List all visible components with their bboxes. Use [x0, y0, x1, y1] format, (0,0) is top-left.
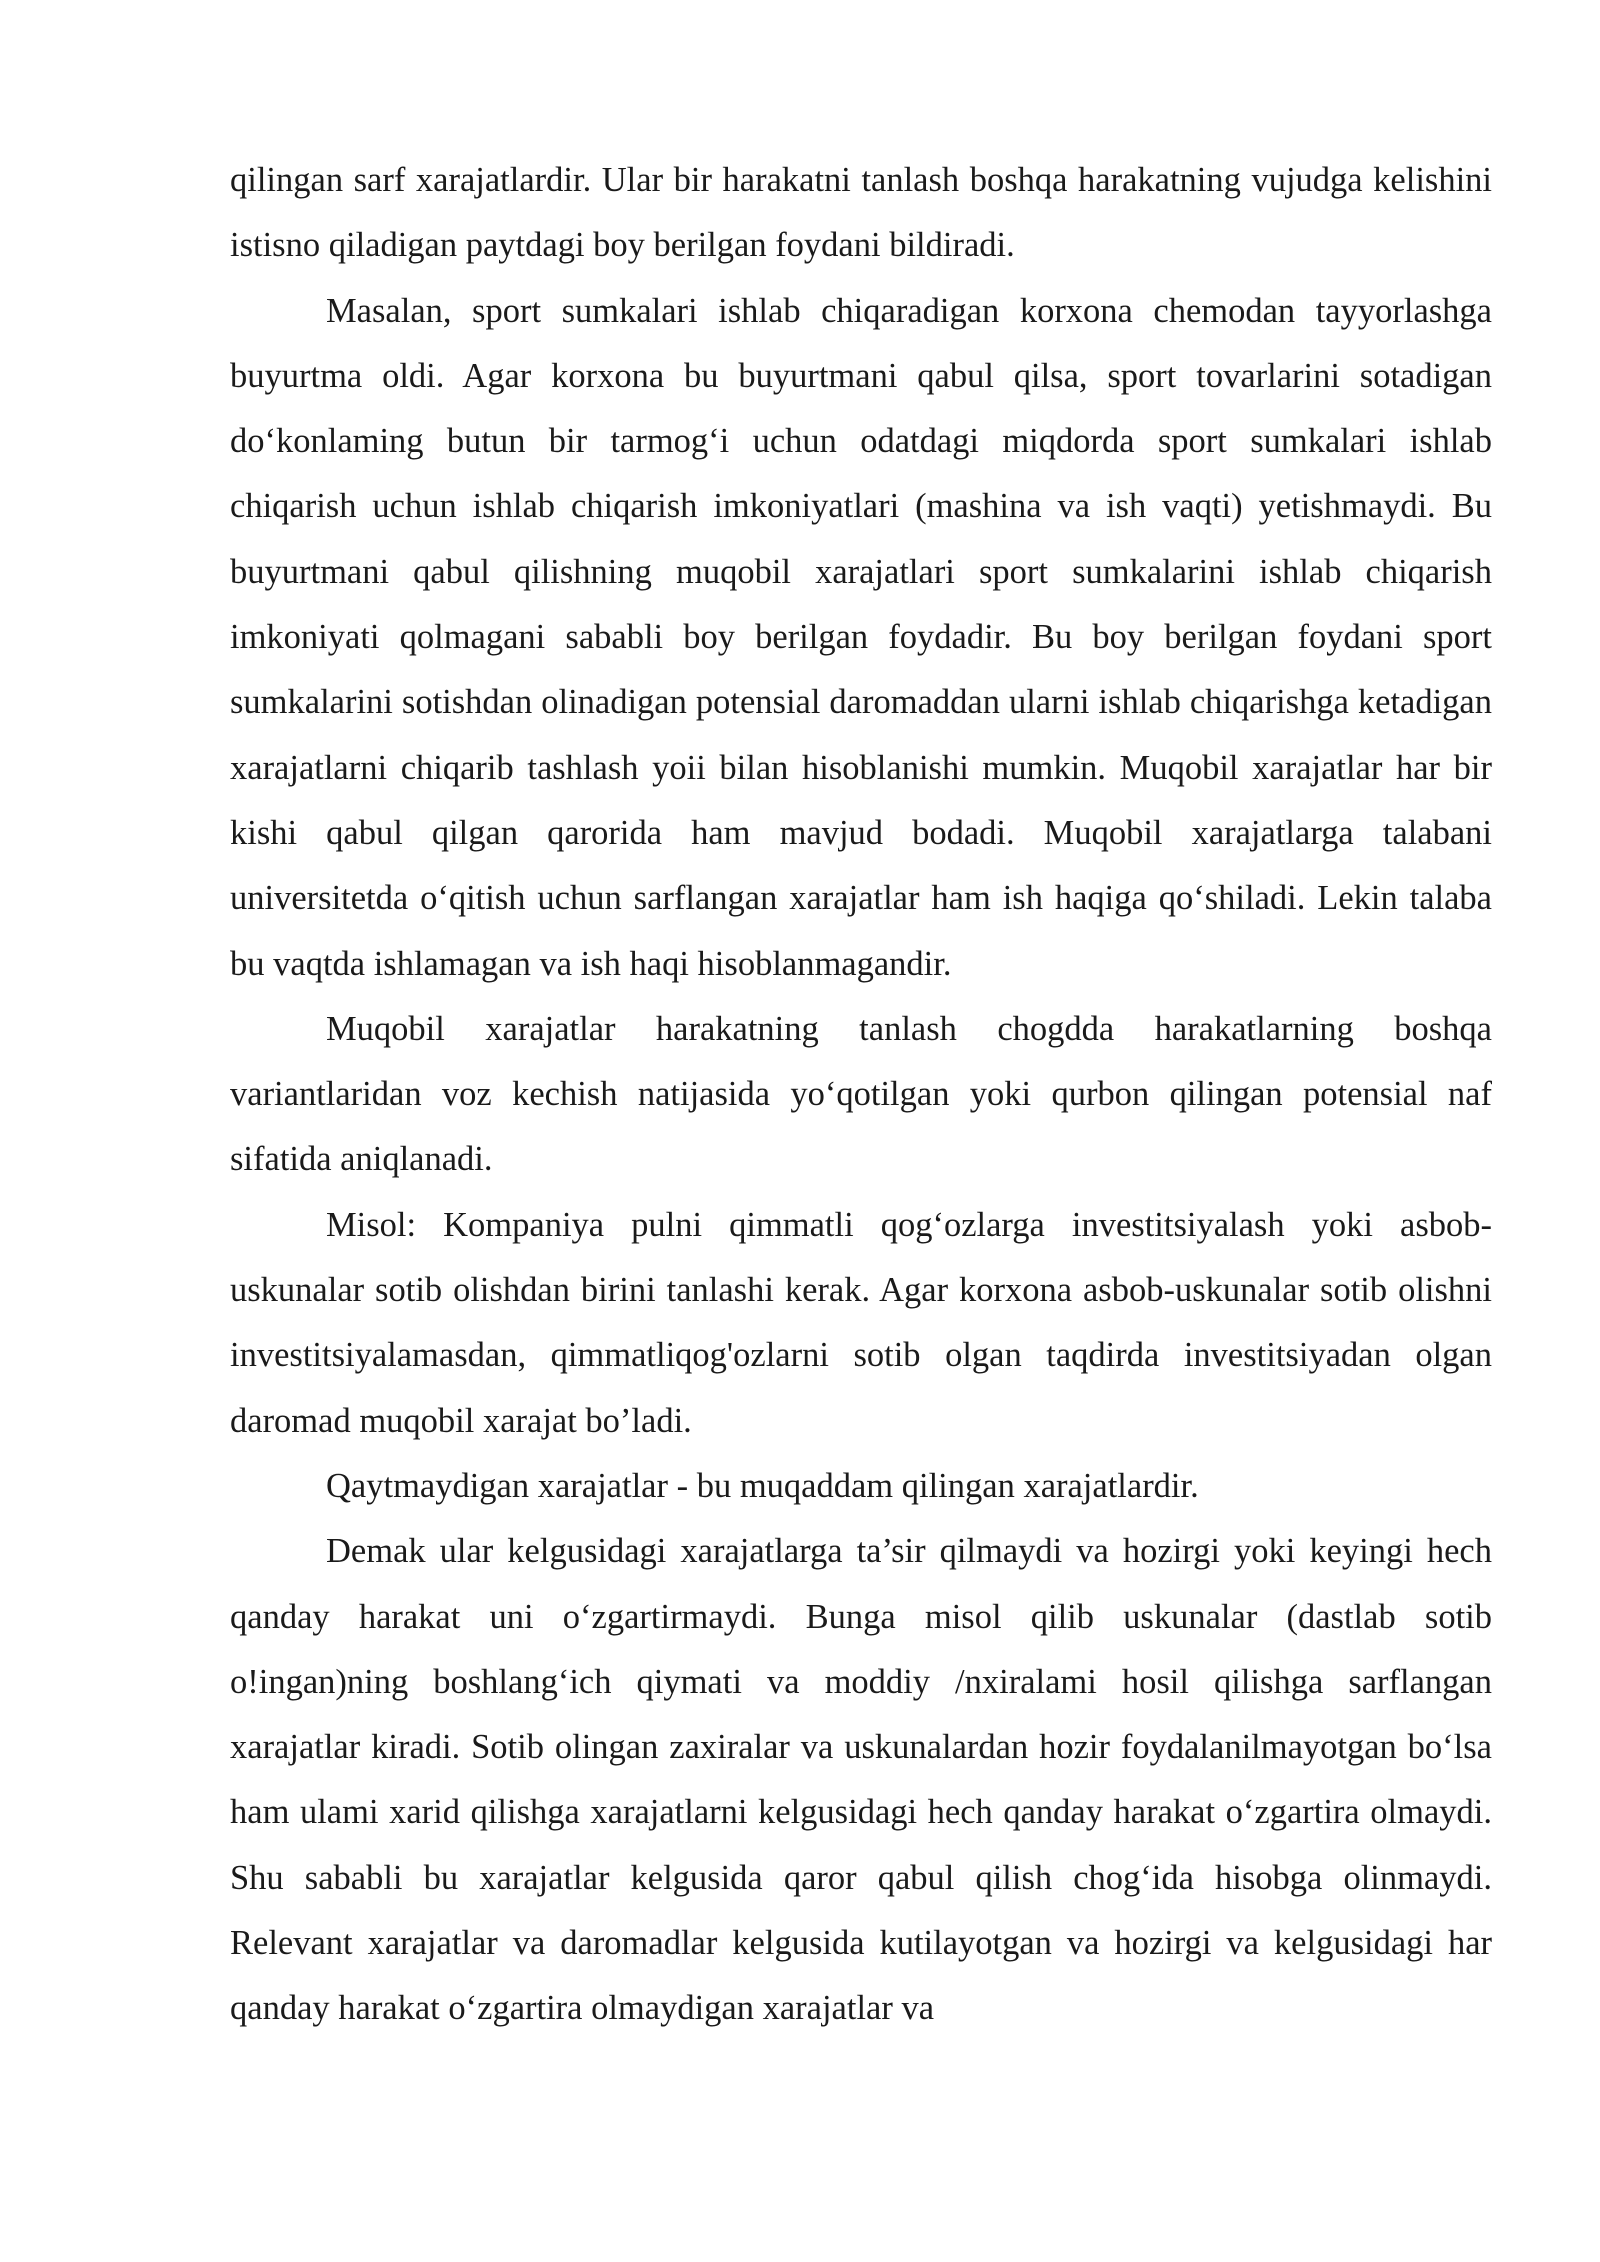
paragraph-3: Muqobil xarajatlar harakatning tanlash chogdda harakatlarning boshqa variantlaridan voz kechish natijasida yo‘qotilgan yoki qurbon qilingan potensial naf sifatida aniqlanadi. [230, 1009, 1492, 1179]
paragraph-4: Misol: Kompaniya pulni qimmatli qog‘ozlarga investitsiyalash yoki asbob-uskunalar sotib olishdan birini tanlashi kerak. Agar korxona asbob-uskunalar sotib olishni investitsiyalamasdan, qimmatliqog'ozlarni sotib olgan taqdirda investitsiyadan olgan daromad muqobil xarajat bo’ladi. [230, 1205, 1492, 1440]
paragraph-6: Demak ular kelgusidagi xarajatlarga ta’sir qilmaydi va hozirgi yoki keyingi hech qanday harakat uni o‘zgartirmaydi. Bunga misol qilib uskunalar (dastlab sotib o!ingan)ning boshlang‘ich qiymati va moddiy /nxiralami hosil qilishga sarflangan xarajatlar kiradi. Sotib olingan zaxiralar va uskunalardan hozir foydalanilmayotgan bo‘lsa ham ulami xarid qilishga xarajatlarni kelgusidagi hech qanday harakat o‘zgartira olmaydi. Shu sababli bu xarajatlar kelgusida qaror qabul qilish chog‘ida hisobga olinmaydi. Relevant xarajatlar va daromadlar kelgusida kutilayotgan va hozirgi va kelgusidagi har qanday harakat o‘zgartira olmaydigan xarajatlar va [230, 1532, 1492, 2028]
document-body [230, 148, 1492, 2042]
paragraph-5: Qaytmaydigan xarajatlar - bu muqaddam qilingan xarajatlardir. [326, 1466, 1199, 1505]
paragraph-1: qilingan sarf xarajatlardir. Ular bir harakatni tanlash boshqa harakatning vujudga kelishini istisno qiladigan paytdagi boy berilgan foydani bildiradi. [230, 161, 1492, 265]
paragraph-2: Masalan, sport sumkalari ishlab chiqaradigan korxona chemodan tayyorlashga buyurtma oldi. Agar korxona bu buyurtmani qabul qilsa, sport tovarlarini sotadigan do‘konlaming butun bir tarmog‘i uchun odatdagi miqdorda sport sumkalari ishlab chiqarish uchun ishlab chiqarish imkoniyatlari (mashina va ish vaqti) yetishmaydi. Bu buyurtmani qabul qilishning muqobil xarajatlari sport sumkalarini ishlab chiqarish imkoniyati qolmagani sababli boy berilgan foydadir. Bu boy berilgan foydani sport sumkalarini sotishdan olinadigan potensial daromaddan ularni ishlab chiqarishga ketadigan xarajatlarni chiqarib tashlash yoii bilan hisoblanishi mumkin. Muqobil xarajatlar har bir kishi qabul qilgan qarorida ham mavjud bodadi. Muqobil xarajatlarga talabani universitetda o‘qitish uchun sarflangan xarajatlar ham ish haqiga qo‘shiladi. Lekin talaba bu vaqtda ishlamagan va ish haqi hisoblanmagandir. [230, 291, 1492, 983]
